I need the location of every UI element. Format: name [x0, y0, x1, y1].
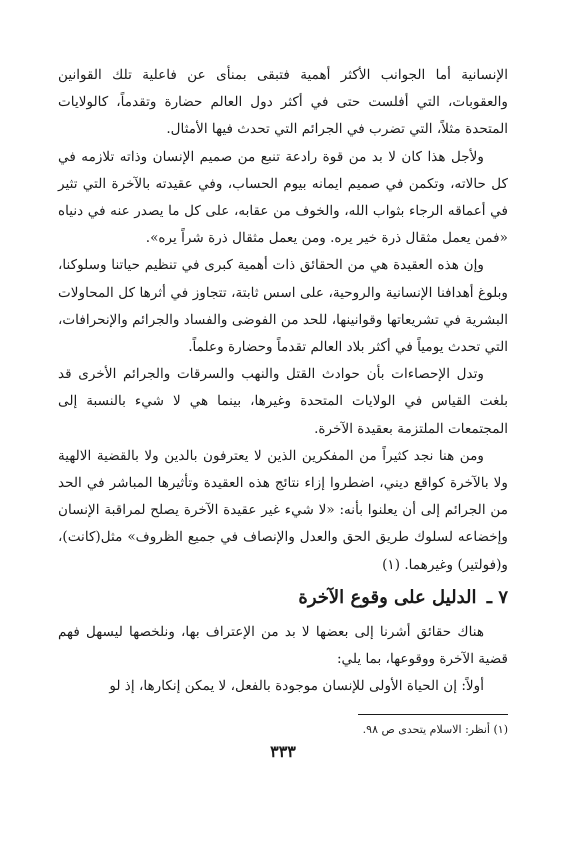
footnote-divider: [358, 714, 508, 715]
paragraph-4: وتدل الإحصاءات بأن حوادث القتل والنهب والسرقات والجرائم الأخرى قد بلغت القياس في الولايات المتحدة وغيرها، بينما هي لا شيء بالنسبة إلى المجتمعات الملتزمة بعقيدة الآخرة.: [58, 366, 508, 437]
paragraph-2: ولأجل هذا كان لا بد من قوة رادعة تنبع من صميم الإنسان وذاته تلازمه في كل حالاته، وتكمن في صميم ايمانه بيوم الحساب، وفي عقيدته بالآخرة التي تثير في أعماقه الرجاء بثواب الله، والخوف من عقابه، على كل ما يصدر عنه في دنياه «فمن يعمل مثقال ذرة خير يره. ومن يعمل مثقال ذرة شراً يره».: [58, 148, 508, 247]
section-paragraph-2: أولاً: إن الحياة الأولى للإنسان موجودة بالفعل، لا يمكن إنكارها، إذ لو: [109, 678, 484, 695]
paragraph-3: وإن هذه العقيدة هي من الحقائق ذات أهمية كبرى في تنظيم حياتنا وسلوكنا، وبلوغ أهدافنا الإنسانية والروحية، على اسس ثابتة، تتجاوز في أثرها كل المحاولات البشرية في تشريعاتها وقوانينها، للحد من الفوضى والفساد والجرائم والإنحرافات، التي تحدث يومياً في أكثر بلاد العالم تقدماً وحضارة وعلماً.: [58, 257, 508, 356]
section-paragraph-1: هناك حقائق أشرنا إلى بعضها لا بد من الإعتراف بها، ونلخصها ليسهل فهم قضية الآخرة ووقوعها، بما يلي:: [58, 623, 508, 668]
paragraph-5: ومن هنا نجد كثيراً من المفكرين الذين لا يعترفون بالدين ولا بالقضية الالهية ولا بالآخرة كواقع ديني، اضطروا إزاء نتائج هذه العقيدة وتأثيرها المباشر في الحد من الجرائم إلى أن يعلنوا بأنه: «لا شيء غير عقيدة الآخرة يصلح لمراقبة الإنسان وإخضاعه لسلوك طريق الحق والعدل والإنصاف في جميع الظروف» مثل(كانت)، و(فولتير) وغيرهما. (١): [58, 447, 508, 573]
section-heading: [58, 583, 508, 613]
paragraph-1: الإنسانية أما الجوانب الأكثر أهمية فتبقى بمنأى عن فاعلية تلك القوانين والعقوبات، التي أفلست حتى في أكثر دول العالم حضارة وتقدماً، كالولايات المتحدة مثلاً، التي تضرب في الجرائم التي تحدث فيها الأمثال.: [58, 67, 508, 138]
footnote: (١) أنظر: الاسلام يتحدى ص ٩٨.: [362, 723, 508, 737]
page-body: [58, 62, 508, 739]
page-number: ٣٣٣: [270, 742, 296, 761]
section-number: ٧ ـ: [486, 586, 508, 608]
section-title: الدليل على وقوع الآخرة: [298, 586, 477, 608]
